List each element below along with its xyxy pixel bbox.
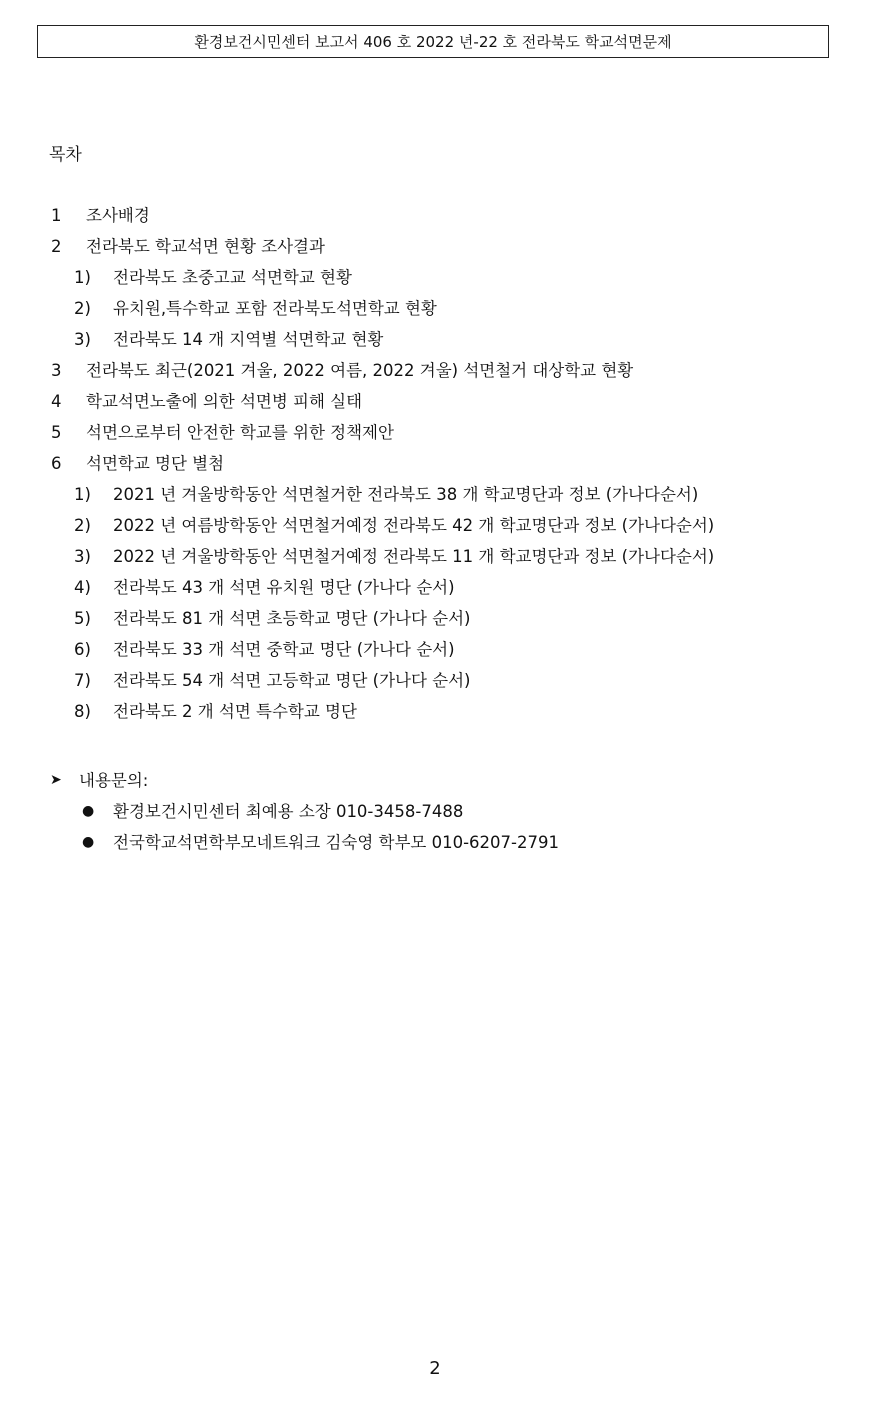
contact-item <box>0 827 870 858</box>
toc-item-number: 4 <box>51 392 62 411</box>
contact-list <box>0 796 870 858</box>
toc-item-text: 전라북도 81 개 석면 초등학교 명단 (가나다 순서) <box>113 609 471 628</box>
toc-item-number: 6) <box>74 640 91 659</box>
bullet-icon: ● <box>82 834 95 850</box>
toc-section <box>0 417 870 448</box>
toc-item-number: 2) <box>74 516 91 535</box>
report-header-title: 환경보건시민센터 보고서 406 호 2022 년-22 호 전라북도 학교석면문제 <box>194 33 672 51</box>
toc-item-text: 석면으로부터 안전한 학교를 위한 정책제안 <box>86 423 394 442</box>
toc-subsection <box>0 696 870 727</box>
toc-section <box>0 386 870 417</box>
toc-item-text: 전라북도 33 개 석면 중학교 명단 (가나다 순서) <box>113 640 455 659</box>
toc-subsection <box>0 324 870 355</box>
page-number: 2 <box>429 1358 441 1379</box>
toc-item-number: 3) <box>74 330 91 349</box>
toc-item-text: 전라북도 54 개 석면 고등학교 명단 (가나다 순서) <box>113 671 471 690</box>
toc-item-text: 석면학교 명단 별첨 <box>86 454 225 473</box>
contact-section <box>0 765 870 858</box>
toc-item-number: 5) <box>74 609 91 628</box>
contact-title: 내용문의: <box>79 771 149 790</box>
toc-section <box>0 355 870 386</box>
toc-item-number: 8) <box>74 702 91 721</box>
toc-subsection <box>0 665 870 696</box>
toc-item-number: 1 <box>51 206 62 225</box>
toc-item-text: 전라북도 초중고교 석면학교 현황 <box>113 268 352 287</box>
toc-item-number: 1) <box>74 485 91 504</box>
toc-subsection <box>0 479 870 510</box>
toc-item-number: 3 <box>51 361 62 380</box>
toc-item-number: 2) <box>74 299 91 318</box>
contact-text: 전국학교석면학부모네트워크 김숙영 학부모 010-6207-2791 <box>113 833 559 852</box>
toc-item-text: 2022 년 겨울방학동안 석면철거예정 전라북도 11 개 학교명단과 정보 (가나다순서) <box>113 547 715 566</box>
contact-heading <box>0 765 870 796</box>
toc-item-number: 5 <box>51 423 62 442</box>
toc-item-text: 전라북도 14 개 지역별 석면학교 현황 <box>113 330 384 349</box>
toc-item-text: 조사배경 <box>86 206 150 225</box>
bullet-icon: ● <box>82 803 95 819</box>
contact-item <box>0 796 870 827</box>
toc-item-text: 전라북도 2 개 석면 특수학교 명단 <box>113 702 357 721</box>
toc-item-number: 1) <box>74 268 91 287</box>
toc-subsection <box>0 572 870 603</box>
toc-item-text: 학교석면노출에 의한 석면병 피해 실태 <box>86 392 363 411</box>
toc-item-number: 2 <box>51 237 62 256</box>
toc-item-text: 유치원,특수학교 포함 전라북도석면학교 현황 <box>113 299 437 318</box>
toc-subsection <box>0 262 870 293</box>
toc-item-text: 전라북도 학교석면 현황 조사결과 <box>86 237 325 256</box>
toc-subsection <box>0 634 870 665</box>
toc-section <box>0 200 870 231</box>
contact-text: 환경보건시민센터 최예용 소장 010-3458-7488 <box>113 802 464 821</box>
toc-subsection <box>0 541 870 572</box>
toc-title: 목차 <box>49 145 82 165</box>
toc-item-text: 2022 년 여름방학동안 석면철거예정 전라북도 42 개 학교명단과 정보 (가나다순서) <box>113 516 715 535</box>
toc-section <box>0 231 870 262</box>
toc-item-text: 전라북도 최근(2021 겨울, 2022 여름, 2022 겨울) 석면철거 대상학교 현황 <box>86 361 634 380</box>
toc-section <box>0 448 870 479</box>
toc-item-text: 전라북도 43 개 석면 유치원 명단 (가나다 순서) <box>113 578 455 597</box>
toc-item-text: 2021 년 겨울방학동안 석면철거한 전라북도 38 개 학교명단과 정보 (가나다순서) <box>113 485 699 504</box>
report-header-box <box>37 25 829 58</box>
toc-subsection <box>0 603 870 634</box>
toc-item-number: 4) <box>74 578 91 597</box>
toc-item-number: 7) <box>74 671 91 690</box>
toc-subsection <box>0 293 870 324</box>
toc-item-number: 6 <box>51 454 62 473</box>
toc-subsection <box>0 510 870 541</box>
toc-item-number: 3) <box>74 547 91 566</box>
arrow-bullet-icon: ➤ <box>50 772 62 788</box>
toc-list <box>0 200 870 727</box>
